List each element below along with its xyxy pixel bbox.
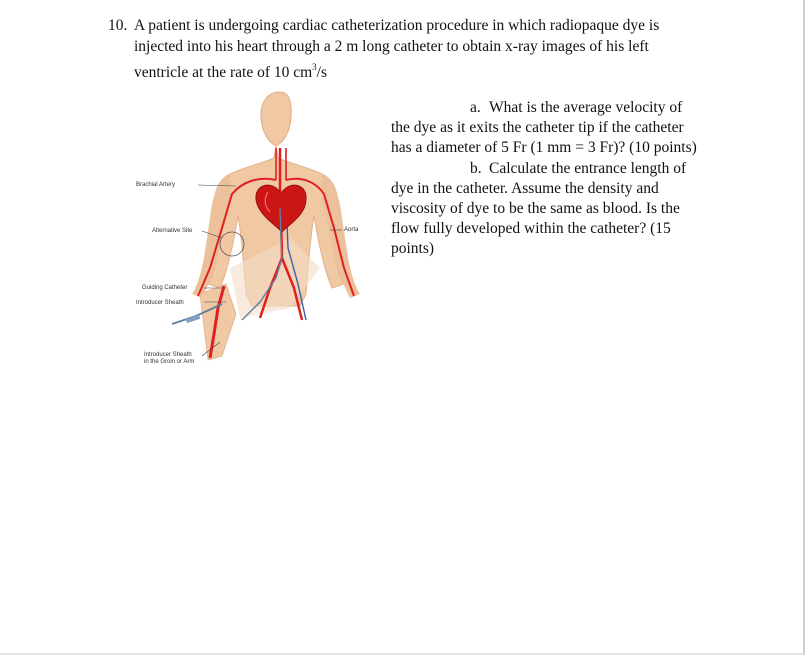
- question-line-1: A patient is undergoing cardiac catheterization procedure in which radiopaque dye is: [134, 17, 660, 34]
- question-line-3-superscript: 3: [312, 62, 317, 72]
- label-aorta: Aorta: [344, 227, 359, 233]
- label-guiding-catheter: Guiding Catheter: [142, 285, 188, 291]
- part-b-line-3: viscosity of dye to be the same as blood. Is the: [391, 200, 680, 217]
- question-line-2: injected into his heart through a 2 m long catheter to obtain x-ray images of his left: [134, 38, 649, 55]
- label-alternative-site: Alternative Site: [152, 228, 193, 234]
- question-number: 10.: [108, 17, 128, 34]
- label-introducer-sheath: Introducer Sheath: [136, 300, 184, 306]
- label-introducer-sheath-groin-1: Introducer Sheath: [144, 352, 192, 358]
- label-introducer-sheath-groin-2: in the Groin or Arm: [144, 359, 195, 365]
- question-line-3-text: ventricle at the rate of 10 cm: [134, 64, 313, 82]
- question-line-3: [134, 58, 327, 83]
- part-a-line-1: What is the average velocity of: [489, 99, 683, 116]
- body-illustration: [130, 88, 380, 388]
- part-a-label: a.: [470, 99, 481, 116]
- leg-inset: [200, 284, 236, 360]
- part-b-line-4: flow fully developed within the catheter? (15: [391, 220, 671, 237]
- question-line-3-unit: /s: [316, 64, 328, 82]
- part-b-line-2: dye in the catheter. Assume the density and: [391, 180, 659, 197]
- part-b-label: b.: [470, 160, 482, 177]
- label-brachial-artery: Brachial Artery: [136, 182, 176, 188]
- catheterization-figure: [130, 88, 380, 388]
- part-a-line-3: has a diameter of 5 Fr (1 mm = 3 Fr)? (10 points): [391, 139, 697, 156]
- part-a-line-2: the dye as it exits the catheter tip if the catheter: [391, 119, 684, 136]
- part-b-line-1: Calculate the entrance length of: [489, 160, 687, 177]
- part-b-line-5: points): [391, 240, 435, 257]
